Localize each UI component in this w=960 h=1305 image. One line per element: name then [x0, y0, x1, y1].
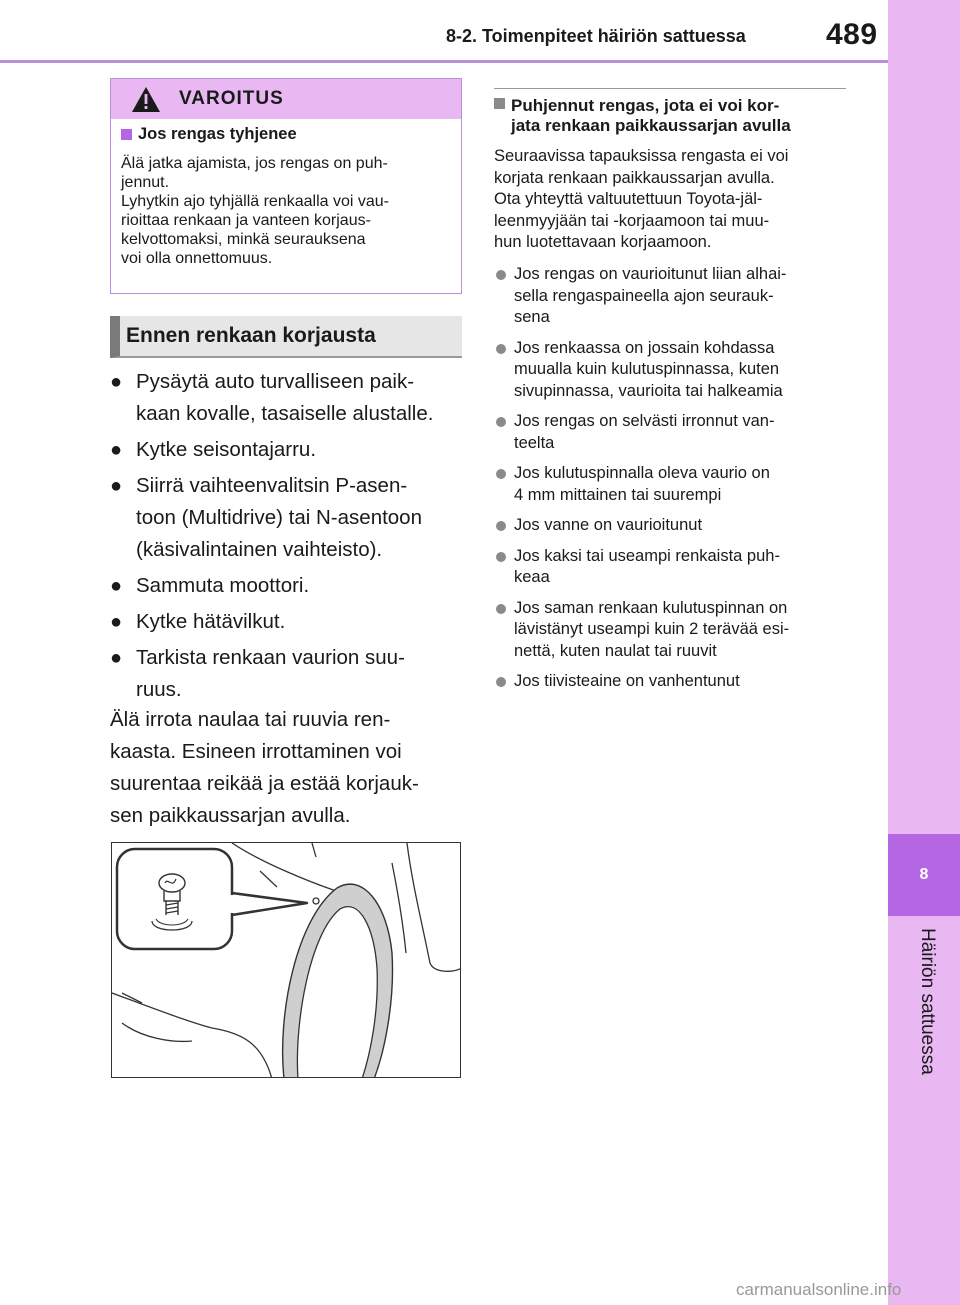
item-line: Jos tiivisteaine on vanhentunut — [514, 672, 740, 690]
square-bullet-icon — [494, 98, 505, 109]
intro-line: Ota yhteyttä valtuutettuun Toyota-jäl- — [494, 190, 763, 208]
circle-bullet-icon — [496, 604, 506, 614]
chapter-label: Häiriön sattuessa — [917, 928, 938, 1075]
watermark[interactable]: carmanualsonline.info — [736, 1280, 902, 1299]
page-number: 489 — [826, 18, 878, 51]
section-title: 8-2. Toimenpiteet häiriön sattuessa — [446, 26, 746, 46]
step-line: kaan kovalle, tasaiselle alustalle. — [136, 402, 434, 425]
warning-subtitle — [121, 125, 451, 144]
steps-list — [110, 366, 470, 710]
bullet-icon: ● — [110, 647, 123, 669]
section-heading: Ennen renkaan korjausta — [110, 316, 462, 358]
list-item — [110, 570, 470, 602]
list-item — [494, 411, 850, 454]
subtitle-line: jata renkaan paikkaussarjan avulla — [511, 116, 791, 135]
list-item — [494, 264, 850, 329]
list-item — [494, 463, 850, 506]
tire-nail-illustration — [111, 842, 461, 1078]
list-item — [494, 671, 850, 693]
intro-line: hun luotettavaan korjaamoon. — [494, 233, 712, 251]
warning-text — [121, 154, 451, 268]
list-item — [494, 338, 850, 403]
circle-bullet-icon — [496, 677, 506, 687]
item-line: teelta — [514, 433, 555, 452]
warning-line: kelvottomaksi, minkä seurauksena — [121, 231, 366, 248]
subtitle-line: Puhjennut rengas, jota ei voi kor- — [511, 96, 780, 115]
square-bullet-icon — [121, 129, 132, 140]
bullet-icon: ● — [110, 371, 123, 393]
step-line: toon (Multidrive) tai N-asentoon — [136, 506, 422, 529]
item-line: keaa — [514, 568, 550, 586]
note-line: sen paikkaussarjan avulla. — [110, 804, 351, 827]
step-line: (käsivalintainen vaihteisto). — [136, 538, 383, 561]
warning-line: jennut. — [121, 174, 170, 191]
list-item — [110, 606, 470, 638]
step-line: Pysäytä auto turvalliseen paik- — [136, 370, 415, 393]
step-line: Tarkista renkaan vaurion suu- — [136, 646, 405, 669]
warning-header — [111, 79, 461, 119]
bullet-icon: ● — [110, 439, 123, 461]
note-line: Älä irrota naulaa tai ruuvia ren- — [110, 708, 391, 731]
warning-line: voi olla onnettomuus. — [121, 250, 273, 267]
tire-with-screw-icon — [112, 843, 461, 1078]
item-line: 4 mm mittainen tai suurempi — [514, 485, 722, 504]
note-line: kaasta. Esineen irrottaminen voi — [110, 740, 402, 763]
item-line: muualla kuin kulutuspinnassa, kuten — [514, 360, 780, 378]
intro-line: Seuraavissa tapauksissa rengasta ei voi — [494, 147, 789, 165]
circle-bullet-icon — [496, 552, 506, 562]
note-line: suurentaa reikää ja estää korjauk- — [110, 772, 419, 795]
item-line: sena — [514, 308, 550, 326]
item-line: sivupinnassa, vaurioita tai halkeamia — [514, 381, 783, 400]
list-item — [494, 515, 850, 537]
warning-box — [110, 78, 462, 294]
right-list — [494, 264, 850, 702]
circle-bullet-icon — [496, 417, 506, 427]
circle-bullet-icon — [496, 270, 506, 280]
circle-bullet-icon — [496, 469, 506, 479]
list-item — [494, 546, 850, 589]
note-paragraph — [110, 704, 470, 832]
warning-body — [111, 119, 461, 268]
item-line: Jos rengas on selvästi irronnut van- — [514, 412, 775, 430]
step-line: Sammuta moottori. — [136, 574, 310, 597]
item-line: Jos rengas on vaurioitunut liian alhai- — [514, 265, 787, 283]
item-line: Jos saman renkaan kulutuspinnan on — [514, 598, 788, 617]
bullet-icon: ● — [110, 575, 123, 597]
step-line: ruus. — [136, 678, 182, 701]
step-line: Siirrä vaihteenvalitsin P-asen- — [136, 474, 408, 497]
list-item — [494, 598, 850, 663]
step-line: Kytke hätävilkut. — [136, 610, 286, 633]
item-line: nettä, kuten naulat tai ruuvit — [514, 641, 717, 660]
circle-bullet-icon — [496, 344, 506, 354]
warning-line: rioittaa renkaan ja vanteen korjaus- — [121, 212, 371, 229]
intro-line: korjata renkaan paikkaussarjan avulla. — [494, 168, 775, 187]
side-tab-background — [888, 0, 960, 1305]
warning-subtitle-text: Jos rengas tyhjenee — [138, 125, 297, 143]
item-line: lävistänyt useampi kuin 2 terävää esi- — [514, 620, 790, 638]
warning-line: Älä jatka ajamista, jos rengas on puh- — [121, 155, 388, 172]
right-column-rule — [494, 88, 846, 89]
right-subtitle — [494, 96, 850, 136]
item-line: sella rengaspaineella ajon seurauk- — [514, 286, 774, 305]
warning-title: VAROITUS — [179, 88, 284, 109]
circle-bullet-icon — [496, 521, 506, 531]
intro-line: leenmyyjään tai -korjaamoon tai muu- — [494, 211, 770, 230]
item-line: Jos renkaassa on jossain kohdassa — [514, 338, 775, 357]
right-intro — [494, 146, 850, 254]
list-item — [110, 434, 470, 466]
list-item — [110, 470, 470, 566]
list-item — [110, 366, 470, 430]
item-line: Jos kulutuspinnalla oleva vaurio on — [514, 464, 770, 482]
step-line: Kytke seisontajarru. — [136, 438, 317, 461]
item-line: Jos vanne on vaurioitunut — [514, 516, 703, 534]
list-item — [110, 642, 470, 706]
bullet-icon: ● — [110, 475, 123, 497]
warning-triangle-icon — [131, 86, 161, 113]
item-line: Jos kaksi tai useampi renkaista puh- — [514, 546, 780, 565]
warning-line: Lyhytkin ajo tyhjällä renkaalla voi vau- — [121, 193, 389, 210]
chapter-number-tab[interactable]: 8 — [888, 834, 960, 916]
bullet-icon: ● — [110, 611, 123, 633]
header-rule — [0, 60, 888, 63]
